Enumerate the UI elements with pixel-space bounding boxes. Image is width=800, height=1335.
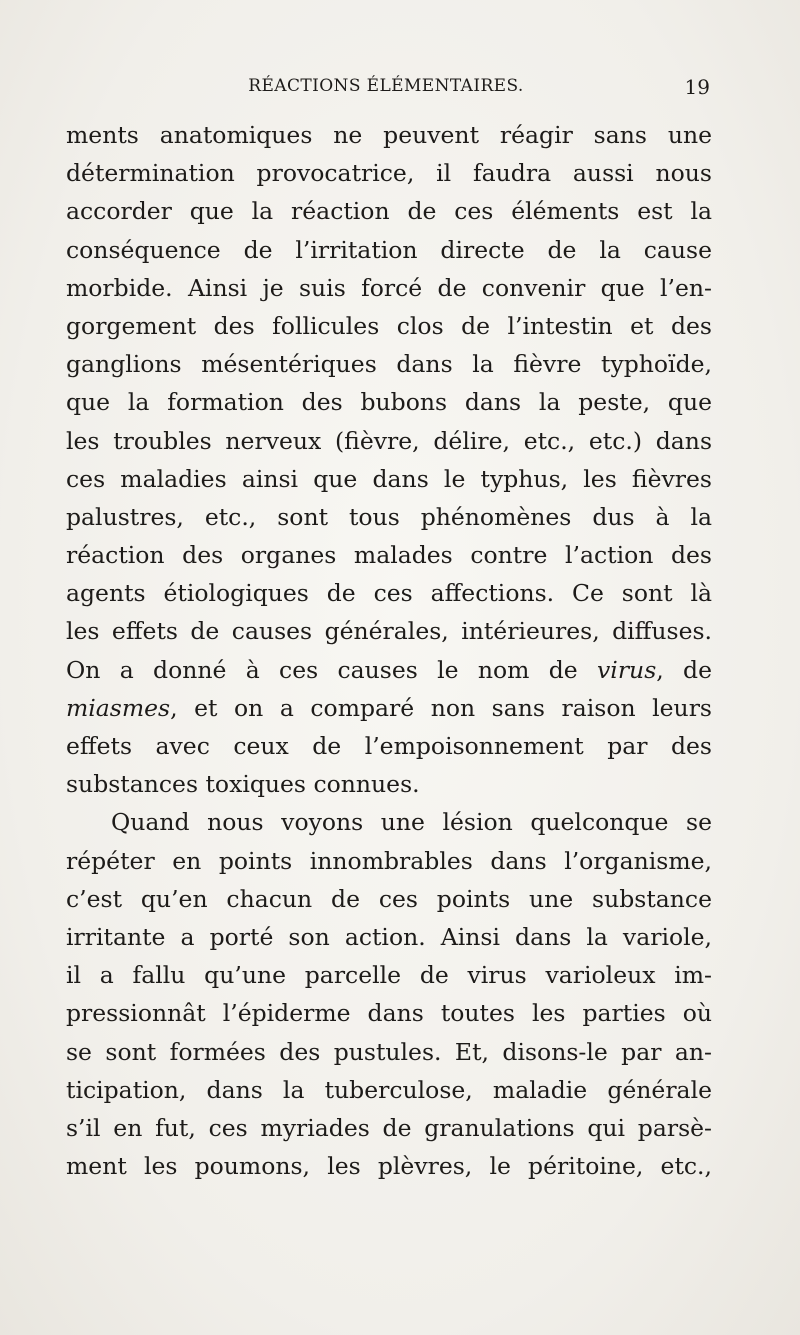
text-line-with-italic [66,689,712,727]
text-line: répéter en points innombrables dans l’organisme, [66,846,712,875]
text-line: les troubles nerveux (fièvre, délire, etc., etc.) dans [66,426,712,455]
italic-term: virus [597,655,657,684]
running-title: RÉACTIONS ÉLÉMENTAIRES. [248,76,524,96]
text-line: ticipation, dans la tuberculose, maladie générale [66,1075,712,1104]
text-line: accorder que la réaction de ces éléments est la [66,197,712,226]
text-line: agents étiologiques de ces affections. Ce sont là [66,579,712,608]
text-segment: , et on a comparé non sans raison leurs [170,693,712,722]
paragraph-first-line: Quand nous voyons une lésion quelconque se [111,808,712,837]
text-line: palustres, etc., sont tous phénomènes dus à la [66,502,712,531]
text-line: détermination provocatrice, il faudra aussi nous [66,159,712,188]
page-number: 19 [684,75,710,99]
text-line-with-italic [66,651,712,689]
text-line: les effets de causes générales, intérieures, diffuses. [66,617,712,646]
text-line: ganglions mésentériques dans la fièvre typhoïde, [66,350,712,379]
paragraph-end-line: substances toxiques connues. [66,770,420,799]
text-line: se sont formées des pustules. Et, disons-le par an- [66,1037,712,1066]
text-line: réaction des organes malades contre l’action des [66,541,712,570]
text-line: ment les poumons, les plèvres, le péritoine, etc., [66,1152,712,1181]
text-line: conséquence de l’irritation directe de la cause [66,235,712,264]
page-header [62,74,710,104]
text-line: s’il en fut, ces myriades de granulations qui parsè- [66,1113,712,1142]
text-line: il a fallu qu’une parcelle de virus varioleux im- [66,961,712,990]
text-segment: On a donné à ces causes le nom de [66,655,598,684]
text-line: morbide. Ainsi je suis forcé de convenir que l’en- [66,273,712,302]
text-line: ces maladies ainsi que dans le typhus, les fièvres [66,464,712,493]
text-line: pressionnât l’épiderme dans toutes les parties où [66,999,712,1028]
text-line: ments anatomiques ne peuvent réagir sans une [66,121,712,149]
text-line: effets avec ceux de l’empoisonnement par des [66,732,712,760]
text-line: gorgement des follicules clos de l’intestin et des [66,311,712,340]
italic-term: miasmes [66,693,171,722]
text-line: c’est qu’en chacun de ces points une substance [66,884,712,913]
text-line: que la formation des bubons dans la peste, que [66,388,712,417]
body-text [66,116,712,1185]
text-line: irritante a porté son action. Ainsi dans la variole, [66,922,712,951]
text-segment: , de [656,655,712,684]
